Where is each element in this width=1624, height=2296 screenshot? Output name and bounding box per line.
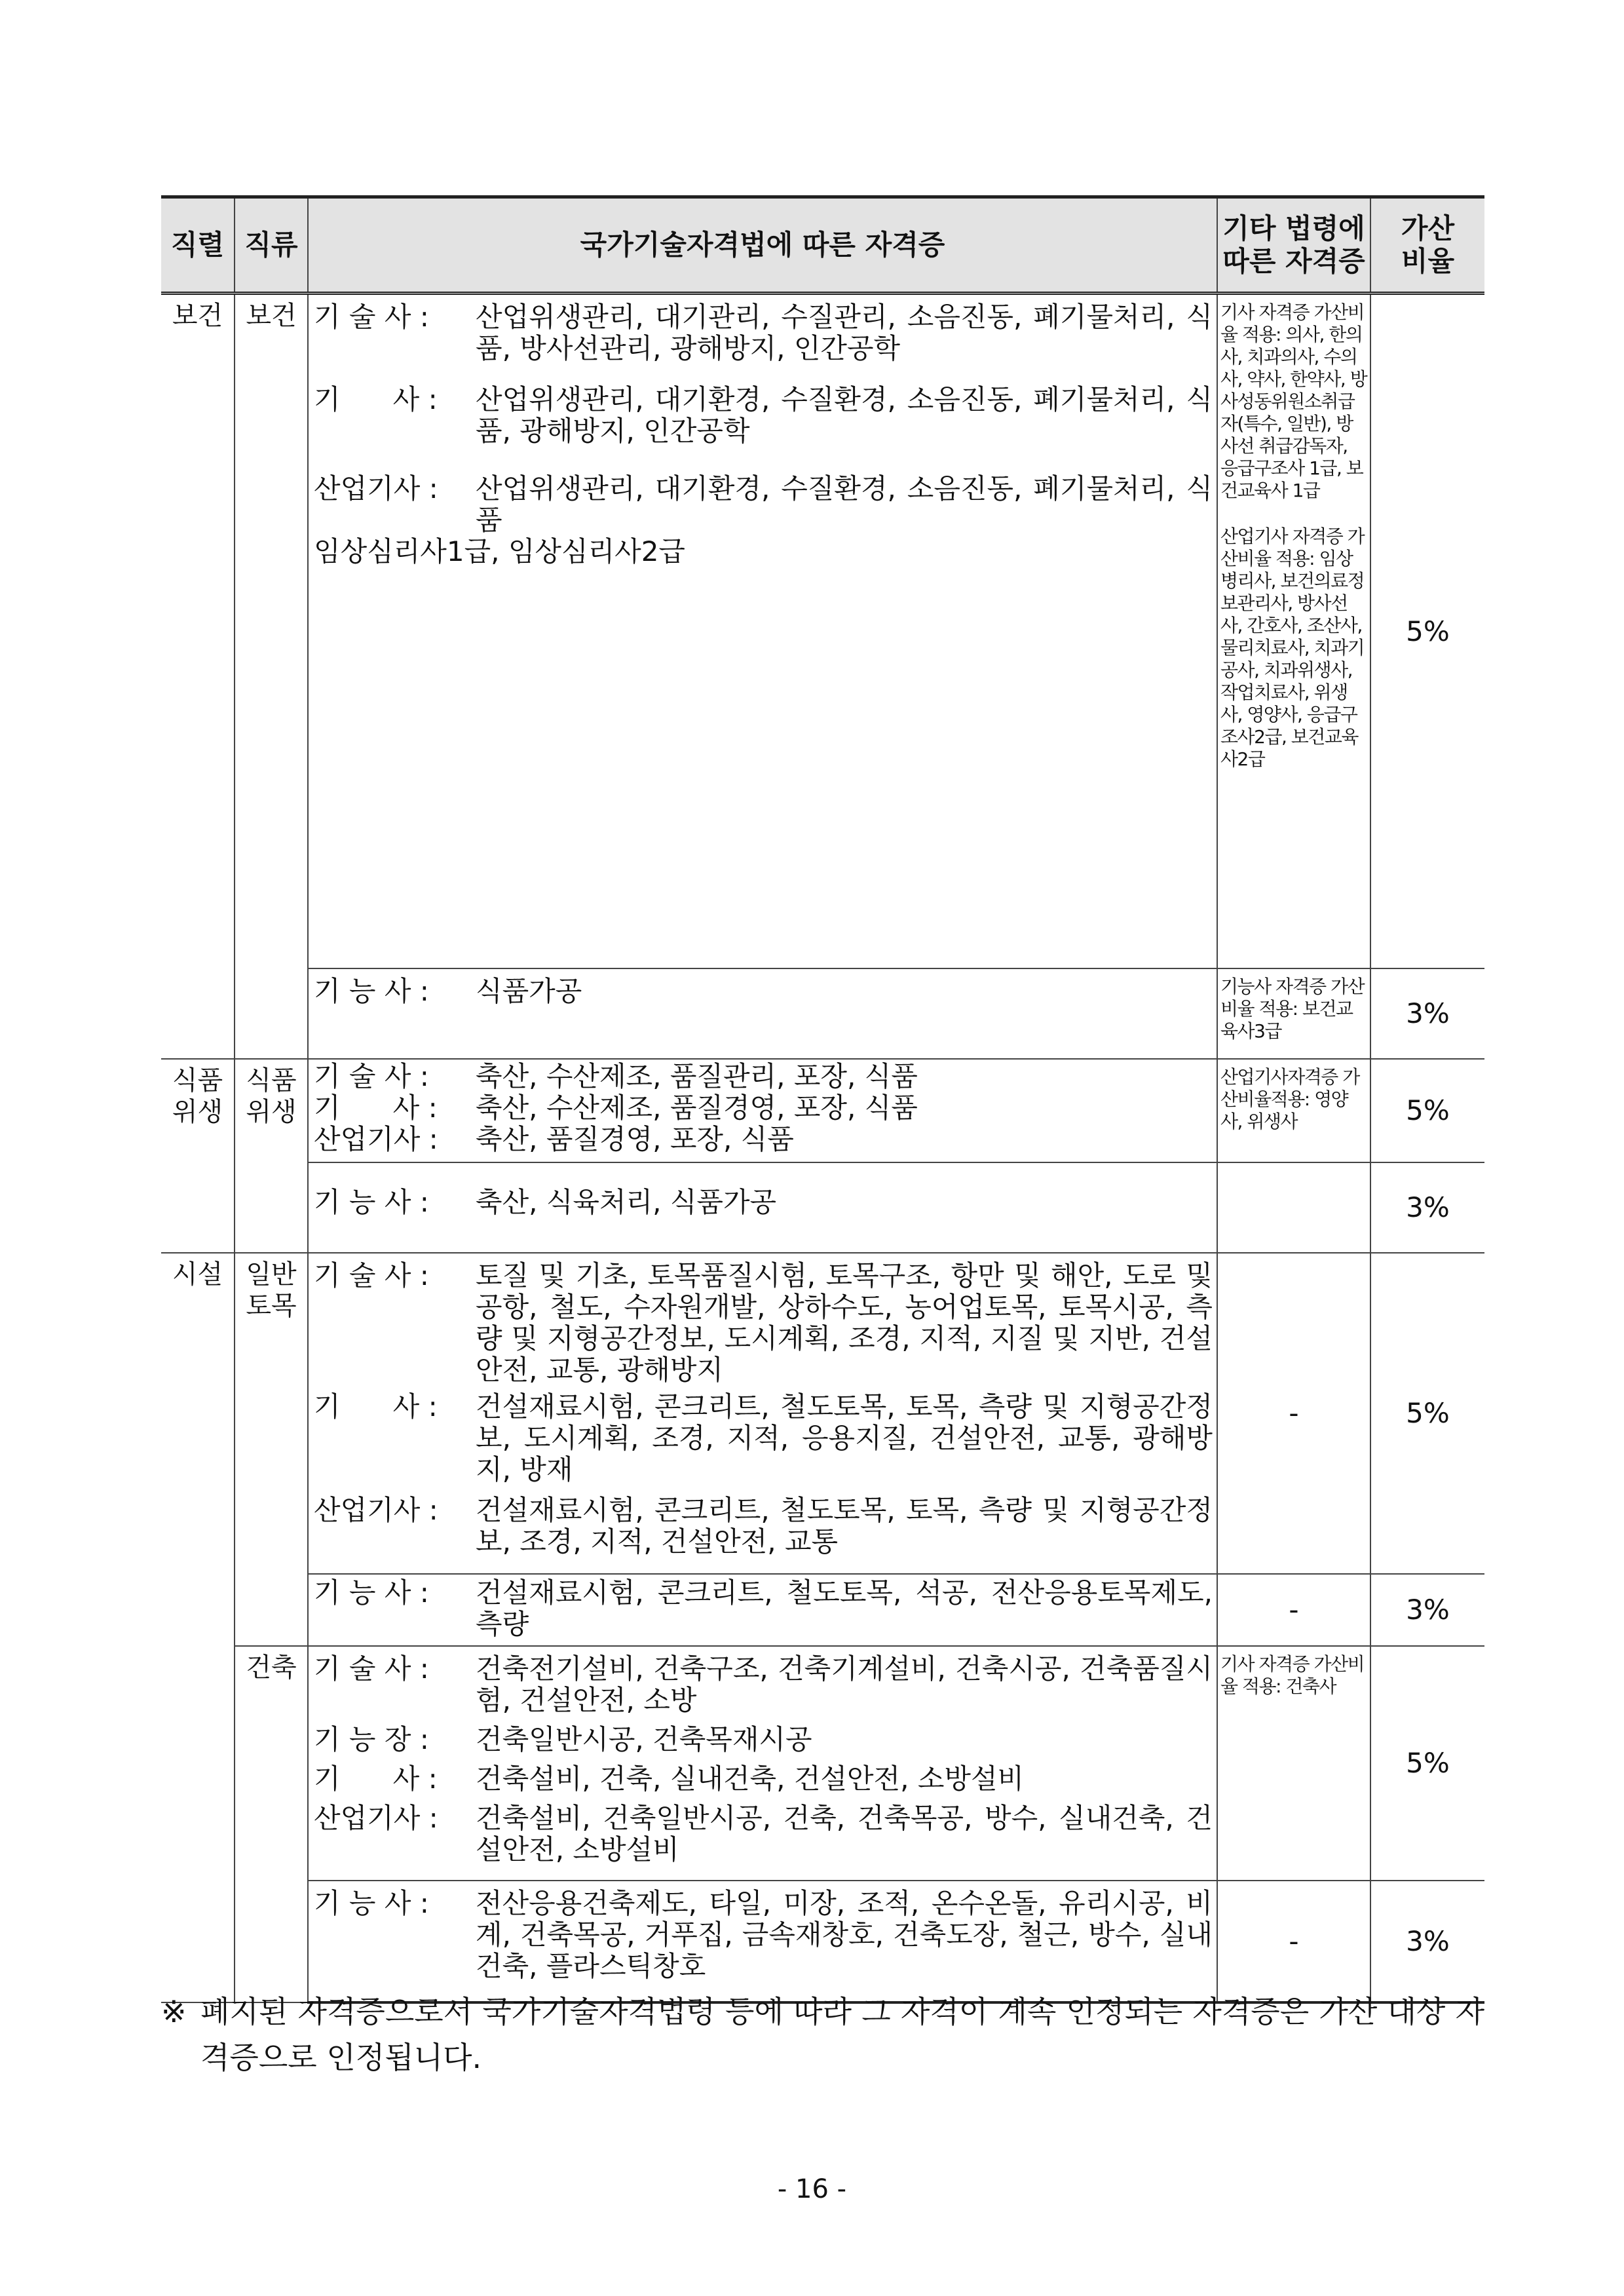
category-cell: 보건 <box>235 294 308 1059</box>
qual-line: 기 술 사 : 축산, 수산제조, 품질관리, 포장, 식품 <box>314 1060 918 1092</box>
national-qualifications-cell <box>308 968 1217 1059</box>
table-header-row <box>161 197 1484 294</box>
other-qualifications-cell: - <box>1217 1881 1370 2002</box>
other-qualifications-cell: 기사 자격증 가산비율 적용: 의사, 한의사, 치과의사, 수의사, 약사, 한약사, 방사성동위원소취급자(특수, 일반), 방사선 취급감독자, 응급구조사 1급, 보건교육사 1급 산업기사 자격증 가산비율 적용: 임상병리사, 보건의료정보관리사, 방사선사, 간호사, 조산사, 물리치료사, 치과기공사, 치과위생사, 작업치료사, 위생사, 영양사, 응급구조사2급, 보건교육사2급 <box>1217 294 1370 968</box>
bonus-rate-cell: 5% <box>1370 1646 1484 1881</box>
reference-mark: ※ <box>161 1994 187 2029</box>
qual-line: 기 술 사 : 토질 및 기초, 토목품질시험, 토목구조, 항만 및 해안, 도로 및 공항, 철도, 수자원개발, 상하수도, 농어업토목, 토목시공, 측량 및 지형공간정보, 도시계획, 조경, 지적, 지질 및 지반, 건설안전, 교통, 광해방지 <box>314 1259 1213 1386</box>
qual-line: 기 능 사 : 건설재료시험, 콘크리트, 철도토목, 석공, 전산응용토목제도, 측량 <box>314 1576 1213 1640</box>
header-series: 직렬 <box>161 197 235 294</box>
qual-line: 산업기사 : 축산, 품질경영, 포장, 식품 <box>314 1122 794 1155</box>
bonus-rate-cell: 3% <box>1370 968 1484 1059</box>
series-cell: 보건 <box>161 294 235 1059</box>
bonus-rate-cell: 5% <box>1370 1253 1484 1574</box>
qual-line: 기 능 사 : 식품가공 <box>314 974 582 1007</box>
header-bonus-rate: 가산 비율 <box>1370 197 1484 294</box>
qual-line: 기 술 사 : 건축전기설비, 건축구조, 건축기계설비, 건축시공, 건축품질시험, 건설안전, 소방 <box>314 1652 1213 1716</box>
series-cell: 시설 <box>161 1253 235 2002</box>
table-row <box>161 1253 1484 1574</box>
bonus-rate-cell: 3% <box>1370 1574 1484 1646</box>
qual-line: 기 술 사 : 산업위생관리, 대기관리, 수질관리, 소음진동, 폐기물처리, 식품, 방사선관리, 광해방지, 인간공학 <box>314 301 1213 364</box>
qual-line: 산업기사 : 산업위생관리, 대기환경, 수질환경, 소음진동, 폐기물처리, 식품 <box>314 472 1213 536</box>
category-cell: 일반 토목 <box>235 1253 308 1646</box>
qual-line: 산업기사 : 건설재료시험, 콘크리트, 철도토목, 토목, 측량 및 지형공간정보, 조경, 지적, 건설안전, 교통 <box>314 1493 1213 1558</box>
qual-line: 기 능 장 : 건축일반시공, 건축목재시공 <box>314 1723 812 1755</box>
qual-line: 기 능 사 : 전산응용건축제도, 타일, 미장, 조적, 온수온돌, 유리시공, 비계, 건축목공, 거푸집, 금속재창호, 건축도장, 철근, 방수, 실내건축, 플라스틱창호 <box>314 1886 1213 1982</box>
national-qualifications-cell <box>308 1646 1217 1881</box>
national-qualifications-cell <box>308 1059 1217 1162</box>
bonus-rate-cell: 3% <box>1370 1162 1484 1253</box>
category-cell: 건축 <box>235 1646 308 2002</box>
other-qualifications-cell <box>1217 1162 1370 1253</box>
qual-line: 기 사 : 건축설비, 건축, 실내건축, 건설안전, 소방설비 <box>314 1762 1025 1795</box>
table-row <box>161 1574 1484 1646</box>
qualification-bonus-table <box>161 195 1484 2004</box>
bonus-rate-cell: 5% <box>1370 294 1484 968</box>
table-row <box>161 968 1484 1059</box>
table-row <box>161 294 1484 968</box>
other-qualifications-cell: 기사 자격증 가산비율 적용: 건축사 <box>1217 1646 1370 1881</box>
qual-line: 기 사 : 축산, 수산제조, 품질경영, 포장, 식품 <box>314 1091 918 1124</box>
national-qualifications-cell <box>308 1253 1217 1574</box>
header-other-qualifications: 기타 법령에 따른 자격증 <box>1217 197 1370 294</box>
other-qualifications-cell: - <box>1217 1574 1370 1646</box>
national-qualifications-cell <box>308 1881 1217 2002</box>
national-qualifications-cell <box>308 294 1217 968</box>
header-national-qualifications: 국가기술자격법에 따른 자격증 <box>308 197 1217 294</box>
qual-line: 산업기사 : 건축설비, 건축일반시공, 건축, 건축목공, 방수, 실내건축, 건설안전, 소방설비 <box>314 1801 1213 1866</box>
other-qualifications-cell: 기능사 자격증 가산비율 적용: 보건교육사3급 <box>1217 968 1370 1059</box>
footnote <box>161 1989 1484 2080</box>
table-row <box>161 1162 1484 1253</box>
series-cell: 식품 위생 <box>161 1059 235 1253</box>
qual-line: 기 사 : 건설재료시험, 콘크리트, 철도토목, 토목, 측량 및 지형공간정보, 도시계획, 조경, 지적, 응용지질, 건설안전, 교통, 광해방지, 방재 <box>314 1390 1213 1485</box>
bonus-rate-cell: 3% <box>1370 1881 1484 2002</box>
header-category: 직류 <box>235 197 308 294</box>
table-row <box>161 1881 1484 2002</box>
table-row <box>161 1646 1484 1881</box>
qual-line: 임상심리사1급, 임상심리사2급 <box>314 535 686 567</box>
qual-line: 기 능 사 : 축산, 식육처리, 식품가공 <box>314 1185 777 1218</box>
other-qualifications-cell: 산업기사자격증 가산비율적용: 영양사, 위생사 <box>1217 1059 1370 1162</box>
other-qualifications-cell: - <box>1217 1253 1370 1574</box>
footnote-text: 폐지된 자격증으로서 국가기술자격법령 등에 따라 그 자격이 계속 인정되는 자격증은 가산 대상 자격증으로 인정됩니다. <box>200 1994 1484 2075</box>
national-qualifications-cell <box>308 1162 1217 1253</box>
bonus-rate-cell: 5% <box>1370 1059 1484 1162</box>
table-row <box>161 1059 1484 1162</box>
category-cell: 식품 위생 <box>235 1059 308 1253</box>
qual-line: 기 사 : 산업위생관리, 대기환경, 수질환경, 소음진동, 폐기물처리, 식품, 광해방지, 인간공학 <box>314 383 1213 447</box>
page-number: - 16 - <box>777 2174 847 2204</box>
national-qualifications-cell <box>308 1574 1217 1646</box>
